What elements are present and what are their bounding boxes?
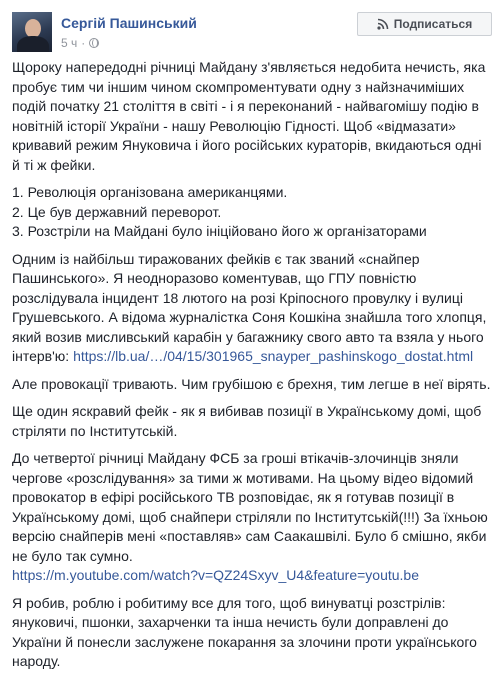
paragraph-fsb-text: До четвертої річниці Майдану ФСБ за гроші втікачів-злочинців зняли чергове «розслідування» за тими ж мотивами. На цьому відео відомий провокатор в ефірі російського ТВ розповідає, як я готував позиції в Українському домі, щоб снайпери стріляли по Інститутській(!!!) За їхньою версію снайперів мені «поставляв» сам Саакашвілі. Було б смішно, якби не було так сумно. (12, 450, 488, 564)
globe-icon[interactable] (89, 38, 99, 48)
paragraph-intro: Щороку напередодні річниці Майдану з'являється недобита нечисть, яка пробує тим чи іншим чином скомпроментувати одну з найзначиміших подій початку 21 століття в світі - і я переконаний - найвагомішу подію в новітній історії України - нашу Революцію Гідності. Щоб «відмазати» кривавий режим Януковича і його російських кураторів, вкидаються одні й ті ж фейки. (12, 59, 486, 173)
post-content (12, 58, 492, 672)
paragraph-ukrainian-house: Ще один яскравий фейк - як я вибивав позиції в Українському домі, щоб стріляти по Інститутській. (12, 403, 482, 439)
post-header (0, 0, 503, 62)
author-name[interactable]: Сергій Пашинський (61, 15, 197, 31)
author-avatar[interactable] (12, 12, 52, 52)
paragraph-sniper-text: Одним із найбільш тиражованих фейків є так званий «снайпер Пашинського». Я неодноразово коментував, що ГПУ повністю розслідувала інцидент 18 лютого на розі Кріпосного провулку і вулиці Грушевського. А відома журналістка Соня Кошкіна знайшла того хлопця, який возив мисливський карабін у багажнику свого авто та взяла у нього інтерв'ю: (12, 250, 487, 364)
subscribe-label: Подписаться (393, 17, 473, 31)
post-meta (61, 36, 99, 50)
paragraph-sniper (12, 250, 492, 367)
subscribe-button[interactable] (357, 12, 492, 36)
fake-list (12, 183, 492, 242)
post-time[interactable]: 5 ч (61, 36, 78, 50)
meta-separator: · (81, 36, 86, 50)
rss-icon (377, 18, 389, 30)
lb-ua-link[interactable]: https://lb.ua/…/04/15/301965_snayper_pashinskogo_dostat.html (73, 348, 474, 364)
paragraph-provocations: Але провокації тривають. Чим грубішою є брехня, тим легше в неї вірять. (12, 375, 491, 392)
youtube-link[interactable]: https://m.youtube.com/watch?v=QZ24Sxyv_U4&feature=youtu.be (12, 567, 419, 583)
list-item: 2. Це був державний переворот. (12, 203, 222, 220)
list-item: 1. Революція організована американцями. (12, 184, 288, 200)
paragraph-closing: Я робив, роблю і робитиму все для того, щоб винуватці розстрілів: януковичі, пшонки, захарченки та інша нечисть були доправлені до України й понесли заслужене покарання за злочини проти українського народу. (12, 594, 477, 669)
paragraph-fsb (12, 449, 492, 586)
list-item: 3. Розстріли на Майдані було ініційовано його ж організаторами (12, 223, 427, 239)
avatar-body (17, 36, 49, 52)
